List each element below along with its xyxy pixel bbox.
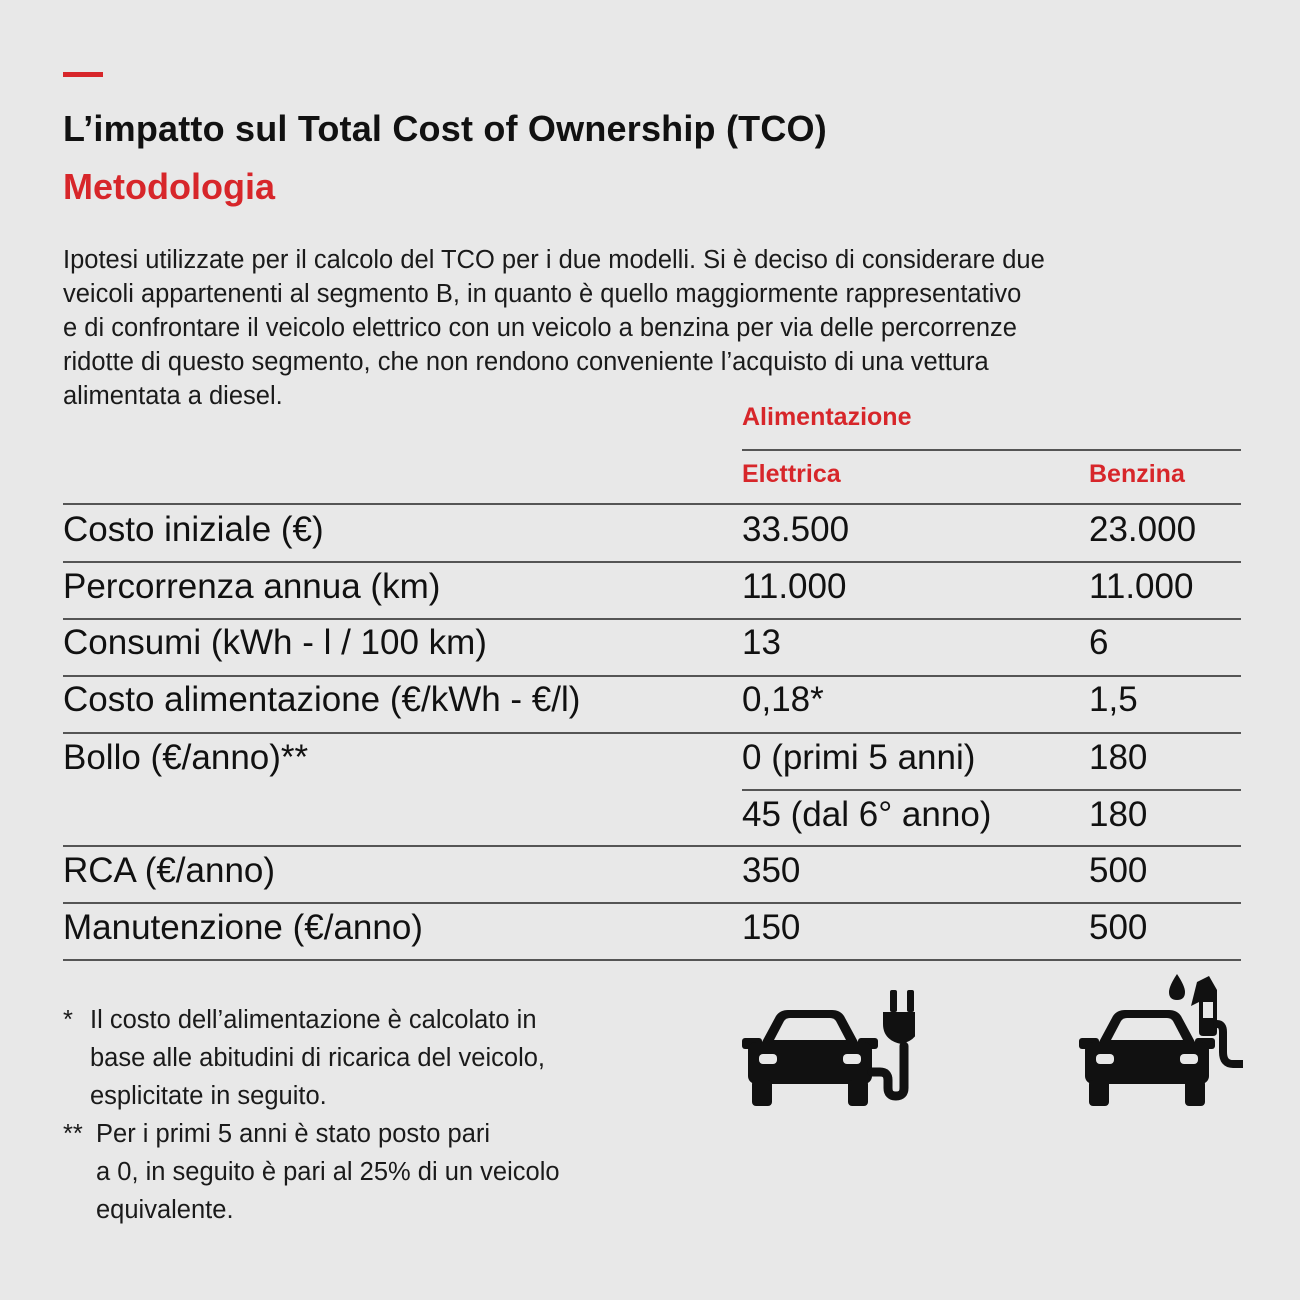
footnote-text: a 0, in seguito è pari al 25% di un veicolo [96, 1158, 560, 1186]
footnote-text: base alle abitudini di ricarica del veicolo, [90, 1044, 546, 1072]
table-divider [63, 845, 1241, 847]
electric-value: 13 [742, 623, 781, 662]
footnotes [63, 1001, 560, 1229]
footnote-marker: ** [63, 1120, 83, 1148]
row-label: Consumi (kWh - l / 100 km) [63, 623, 487, 662]
row-label: Percorrenza annua (km) [63, 567, 441, 606]
intro-line: Ipotesi utilizzate per il calcolo del TCO per i due modelli. Si è deciso di considerare due [63, 246, 1045, 274]
footnote-text: equivalente. [96, 1196, 234, 1224]
electric-value: 11.000 [742, 567, 847, 606]
intro-line: alimentata a diesel. [63, 382, 283, 410]
page-subtitle: Metodologia [63, 166, 275, 207]
column-header-electric: Elettrica [742, 460, 841, 488]
electric-value: 33.500 [742, 510, 850, 549]
electric-value: 0 (primi 5 anni) [742, 738, 976, 777]
electric-value: 45 (dal 6° anno) [742, 795, 992, 834]
footnote-marker: * [63, 1006, 73, 1034]
table-divider [742, 789, 1241, 791]
table-divider [742, 449, 1241, 451]
row-label: RCA (€/anno) [63, 851, 276, 890]
petrol-value: 23.000 [1089, 510, 1197, 549]
row-label: Manutenzione (€/anno) [63, 908, 423, 947]
petrol-value: 500 [1089, 851, 1148, 890]
footnote-text: Il costo dell’alimentazione è calcolato in [90, 1006, 537, 1034]
petrol-value: 180 [1089, 738, 1148, 777]
intro-line: veicoli appartenenti al segmento B, in quanto è quello maggiormente rappresentativo [63, 280, 1022, 308]
electric-car-plug-icon [740, 988, 915, 1110]
accent-bar [63, 72, 103, 77]
footnote-text: esplicitate in seguito. [90, 1082, 327, 1110]
column-header-petrol: Benzina [1089, 460, 1185, 488]
intro-line: ridotte di questo segmento, che non rendono conveniente l’acquisto di una vettura [63, 348, 989, 376]
row-label: Costo alimentazione (€/kWh - €/l) [63, 680, 581, 719]
row-label: Bollo (€/anno)** [63, 738, 309, 777]
page-title: L’impatto sul Total Cost of Ownership (TCO) [63, 108, 827, 149]
footnote-text: Per i primi 5 anni è stato posto pari [96, 1120, 491, 1148]
electric-value: 350 [742, 851, 801, 890]
table-divider [63, 959, 1241, 961]
electric-value: 0,18* [742, 680, 824, 719]
table-divider [63, 561, 1241, 563]
table-divider [63, 732, 1241, 734]
table-divider [63, 618, 1241, 620]
petrol-value: 500 [1089, 908, 1148, 947]
row-label: Costo iniziale (€) [63, 510, 324, 549]
table-divider [63, 503, 1241, 505]
electric-value: 150 [742, 908, 801, 947]
intro-paragraph [63, 243, 1233, 413]
petrol-value: 180 [1089, 795, 1148, 834]
petrol-value: 1,5 [1089, 680, 1138, 719]
petrol-value: 6 [1089, 623, 1109, 662]
table-divider [63, 902, 1241, 904]
intro-line: e di confrontare il veicolo elettrico con un veicolo a benzina per via delle percorrenze [63, 314, 1017, 342]
table-divider [63, 675, 1241, 677]
petrol-car-pump-icon [1077, 972, 1243, 1112]
group-header-alimentazione: Alimentazione [742, 403, 912, 431]
petrol-value: 11.000 [1089, 567, 1194, 606]
